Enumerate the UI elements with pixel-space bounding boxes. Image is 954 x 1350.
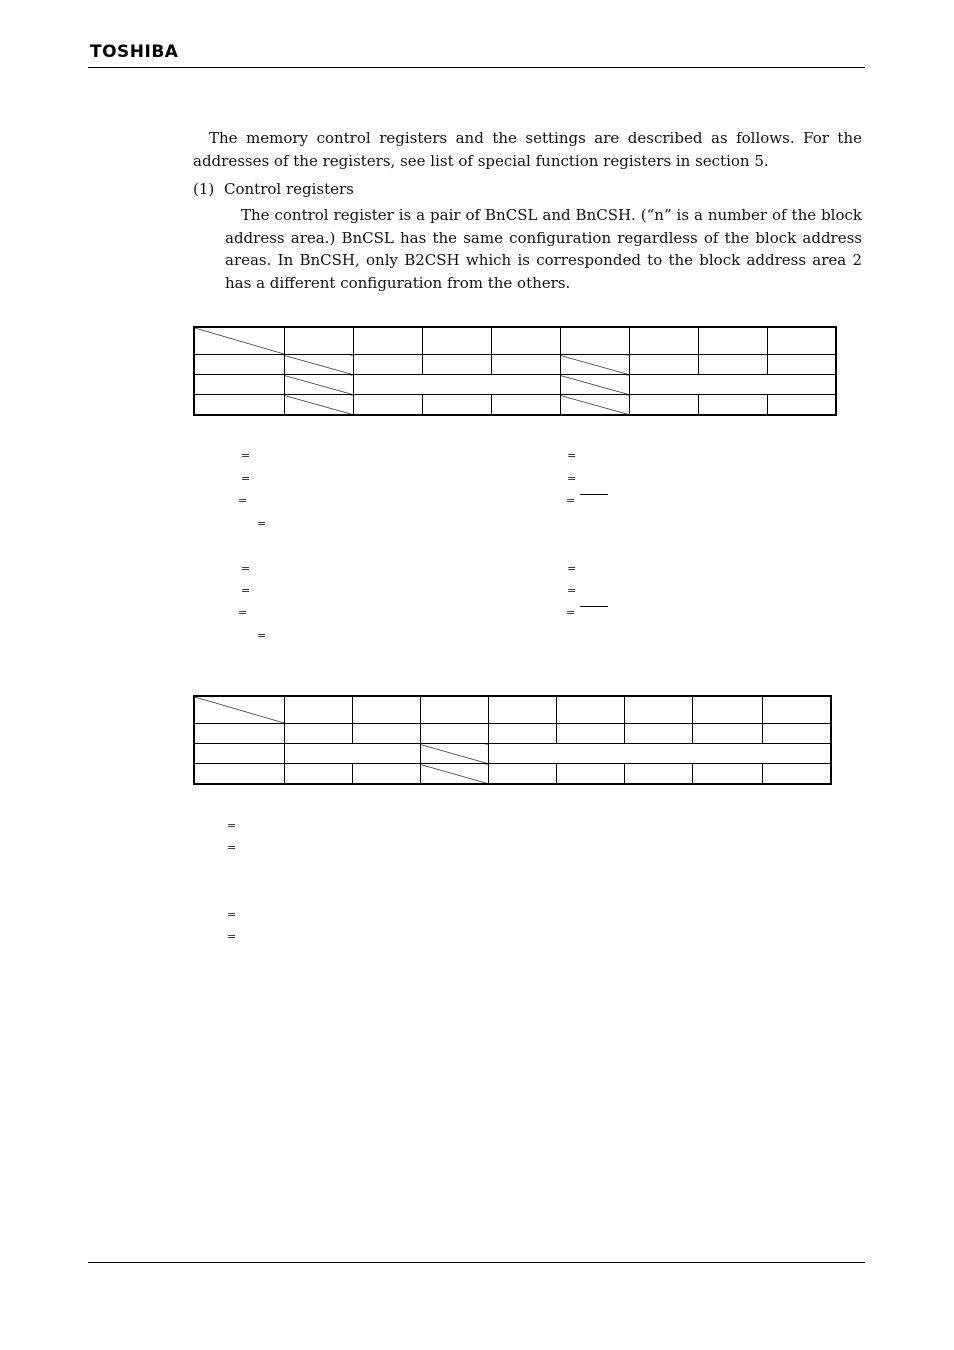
bit-cell bbox=[767, 395, 836, 416]
bit-header-cell bbox=[353, 327, 422, 355]
bit-header-cell bbox=[698, 327, 767, 355]
bit-cell bbox=[762, 724, 831, 744]
bit-cell bbox=[284, 724, 352, 744]
bit-cell bbox=[352, 764, 420, 785]
row-label-cell bbox=[194, 395, 284, 416]
bit-cell bbox=[762, 764, 831, 785]
overline-mark bbox=[580, 494, 608, 495]
table-row bbox=[194, 724, 831, 744]
corner-cell bbox=[194, 327, 284, 355]
table-row bbox=[194, 395, 836, 416]
row-label-cell bbox=[194, 355, 284, 375]
bit-cell bbox=[767, 355, 836, 375]
bit-header-cell bbox=[767, 327, 836, 355]
equals-sign: = bbox=[567, 584, 577, 597]
bit-cell bbox=[488, 724, 556, 744]
register-table-bncsl bbox=[193, 326, 837, 416]
equals-sign: = bbox=[257, 517, 267, 530]
overline-mark bbox=[580, 606, 608, 607]
unused-cell bbox=[284, 355, 353, 375]
table-row bbox=[194, 744, 831, 764]
footer-rule bbox=[88, 1262, 865, 1263]
register-table-bncsh bbox=[193, 695, 832, 785]
table-row bbox=[194, 327, 836, 355]
equals-sign: = bbox=[227, 908, 237, 921]
bit-header-cell bbox=[624, 696, 692, 724]
table-row bbox=[194, 375, 836, 395]
section-paragraph: The control register is a pair of BnCSL and BnCSH. (“n” is a number of the block address area.) BnCSL has the same configuration regardless of the block address areas. In BnCSH, only B2CSH which is corresponded to the block address area 2 has a different configuration from the others. bbox=[225, 206, 862, 292]
equals-sign: = bbox=[566, 494, 576, 507]
equals-sign: = bbox=[567, 562, 577, 575]
unused-cell bbox=[560, 355, 629, 375]
section-heading bbox=[193, 178, 354, 200]
unused-cell bbox=[284, 375, 353, 395]
row-label-cell bbox=[194, 764, 284, 785]
bit-header-cell bbox=[560, 327, 629, 355]
bit-cell bbox=[352, 724, 420, 744]
bit-cell bbox=[698, 355, 767, 375]
equals-sign: = bbox=[567, 472, 577, 485]
bit-cell bbox=[629, 355, 698, 375]
bit-cell bbox=[692, 764, 762, 785]
bit-header-cell bbox=[352, 696, 420, 724]
equals-sign: = bbox=[238, 494, 248, 507]
merged-cell bbox=[353, 375, 560, 395]
equals-sign: = bbox=[241, 562, 251, 575]
equals-sign: = bbox=[227, 930, 237, 943]
table-row bbox=[194, 696, 831, 724]
unused-cell bbox=[284, 395, 353, 416]
bit-cell bbox=[624, 764, 692, 785]
bit-header-cell bbox=[491, 327, 560, 355]
row-label-cell bbox=[194, 375, 284, 395]
row-label-cell bbox=[194, 724, 284, 744]
unused-cell bbox=[420, 744, 488, 764]
bit-cell bbox=[491, 395, 560, 416]
equals-sign: = bbox=[241, 584, 251, 597]
bit-cell bbox=[420, 724, 488, 744]
bit-cell bbox=[491, 355, 560, 375]
equals-sign: = bbox=[227, 819, 237, 832]
equals-sign: = bbox=[241, 472, 251, 485]
equals-sign: = bbox=[257, 629, 267, 642]
section-title: Control registers bbox=[224, 180, 354, 198]
section-number: (1) bbox=[193, 180, 215, 198]
bit-header-cell bbox=[422, 327, 491, 355]
intro-paragraph: The memory control registers and the settings are described as follows. For the addresses of the registers, see list of special function registers in section 5. bbox=[193, 129, 862, 170]
bit-cell bbox=[556, 764, 624, 785]
bit-cell bbox=[624, 724, 692, 744]
corner-cell bbox=[194, 696, 284, 724]
bit-header-cell bbox=[629, 327, 698, 355]
bit-cell bbox=[556, 724, 624, 744]
bit-cell bbox=[353, 395, 422, 416]
equals-sign: = bbox=[227, 841, 237, 854]
bit-cell bbox=[284, 764, 352, 785]
equals-sign: = bbox=[241, 449, 251, 462]
unused-cell bbox=[560, 395, 629, 416]
bit-cell bbox=[422, 395, 491, 416]
bit-cell bbox=[698, 395, 767, 416]
bit-cell bbox=[422, 355, 491, 375]
table-row bbox=[194, 355, 836, 375]
equals-sign: = bbox=[238, 606, 248, 619]
row-label-cell bbox=[194, 744, 284, 764]
bit-cell bbox=[692, 724, 762, 744]
equals-sign: = bbox=[566, 606, 576, 619]
merged-cell bbox=[629, 375, 836, 395]
bit-header-cell bbox=[420, 696, 488, 724]
header-rule bbox=[88, 67, 865, 68]
bit-header-cell bbox=[556, 696, 624, 724]
bit-cell bbox=[353, 355, 422, 375]
merged-cell bbox=[284, 744, 420, 764]
unused-cell bbox=[420, 764, 488, 785]
bit-header-cell bbox=[762, 696, 831, 724]
table-row bbox=[194, 764, 831, 785]
merged-cell bbox=[488, 744, 831, 764]
bit-header-cell bbox=[488, 696, 556, 724]
unused-cell bbox=[560, 375, 629, 395]
bit-cell bbox=[488, 764, 556, 785]
equals-sign: = bbox=[567, 449, 577, 462]
bit-header-cell bbox=[284, 327, 353, 355]
toshiba-logo: TOSHIBA bbox=[90, 42, 179, 62]
bit-header-cell bbox=[284, 696, 352, 724]
bit-cell bbox=[629, 395, 698, 416]
bit-header-cell bbox=[692, 696, 762, 724]
